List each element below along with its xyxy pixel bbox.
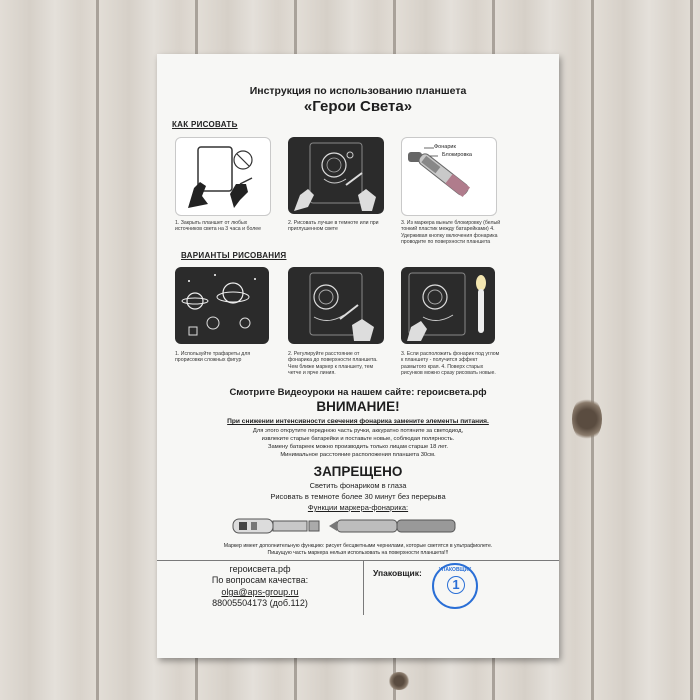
variant-panel-angle — [401, 267, 495, 344]
step-caption-2: 2. Рисовать лучше в темноте или при приглушенном свете — [288, 220, 379, 233]
label-lock: Блокировка — [442, 152, 472, 158]
packer-label: Упаковщик: — [373, 568, 422, 578]
attention-text-1: Для этого открутите переднюю часть ручки, аккуратно потяните за светодиод, — [252, 428, 464, 434]
forbidden-heading: ЗАПРЕЩЕНО — [313, 464, 403, 479]
variant-caption-3: 3. Если расположить фонарик под углом к планшету - получится эффект размытого края. 4. Поверх старых рисунков можно сразу рисовать новые. — [401, 351, 500, 376]
variant-panel-distance — [288, 267, 384, 344]
footer-vertical-divider — [363, 560, 364, 615]
variant-panel-stencils — [175, 267, 269, 344]
footer-divider — [157, 560, 559, 561]
function-text-2: Пишущую часть маркера нельзя использовать на поверхности планшета!!! — [267, 550, 449, 556]
attention-text-2: извлеките старые батарейки и поставьте новые, соблюдая полярность. — [261, 436, 455, 442]
step-caption-1: 1. Закрыть планшет от любых источников света на 3 часа и более — [175, 220, 262, 233]
functions-heading: Функции маркера-фонарика: — [307, 503, 409, 512]
space-stencil-illustration — [175, 267, 269, 344]
attention-text-4: Минимальное расстояние расположения планшета 30см. — [280, 452, 436, 458]
attention-subheading: При снижении интенсивности свечения фонарика замените элементы питания. — [227, 418, 489, 425]
instruction-sheet — [157, 54, 559, 658]
attention-text-3: Замену батареек можно производить только лицам старше 18 лет. — [268, 444, 448, 450]
contact-site: героисвета.рф — [229, 564, 291, 574]
step-caption-3: 3. Из маркера выньте блокировку (белый тонкий пластик между батарейками) 4. Удерживая кнопку включения фонарика проводите по поверхности планшета — [401, 220, 501, 245]
contact-quality: По вопросам качества: — [211, 575, 309, 585]
video-lessons-line: Смотрите Видеоуроки на нашем сайте: героисвета.рф — [229, 387, 487, 398]
astronaut-distance-illustration — [288, 267, 384, 344]
cover-tablet-illustration — [176, 138, 270, 215]
astronaut-drawing-illustration — [288, 137, 384, 214]
packer-stamp — [432, 563, 478, 609]
step-panel-dark-room — [288, 137, 384, 214]
contact-email: olga@aps-group.ru — [221, 587, 299, 597]
step-panel-cover-tablet — [175, 137, 271, 216]
section-how-to-draw: КАК РИСОВАТЬ — [172, 120, 238, 129]
forbidden-line-1: Светить фонариком в глаза — [309, 481, 407, 490]
forbidden-line-2: Рисовать в темноте более 30 минут без перерыва — [270, 492, 446, 501]
variant-caption-1: 1. Используйте трафареты для прорисовки сложных фигур — [175, 351, 251, 364]
marker-pen-illustration — [229, 513, 489, 539]
wood-knot — [388, 672, 410, 690]
section-drawing-variants: ВАРИАНТЫ РИСОВАНИЯ — [181, 251, 287, 260]
contact-phone: 88005504173 (доб.112) — [212, 598, 308, 608]
title-line-1: Инструкция по использованию планшета — [249, 85, 467, 97]
label-flashlight: Фонарик — [434, 144, 456, 150]
stamp-number: 1 — [447, 576, 465, 594]
title-line-2: «Герои Света» — [303, 98, 413, 115]
astronaut-angle-illustration — [401, 267, 495, 344]
stamp-text: УПАКОВЩИК — [438, 567, 472, 573]
variant-caption-2: 2. Регулируйте расстояние от фонарика до поверхности планшета. Чем ближе маркер к планшету, тем четче и ярче линия. — [288, 351, 378, 376]
step-panel-marker — [401, 137, 497, 216]
function-text-1: Маркер имеет дополнительную функцию: рисует бесцветными чернилами, которые светятся в ультрафиолете. — [223, 543, 493, 549]
attention-heading: ВНИМАНИЕ! — [316, 399, 400, 414]
wood-knot — [572, 396, 602, 442]
